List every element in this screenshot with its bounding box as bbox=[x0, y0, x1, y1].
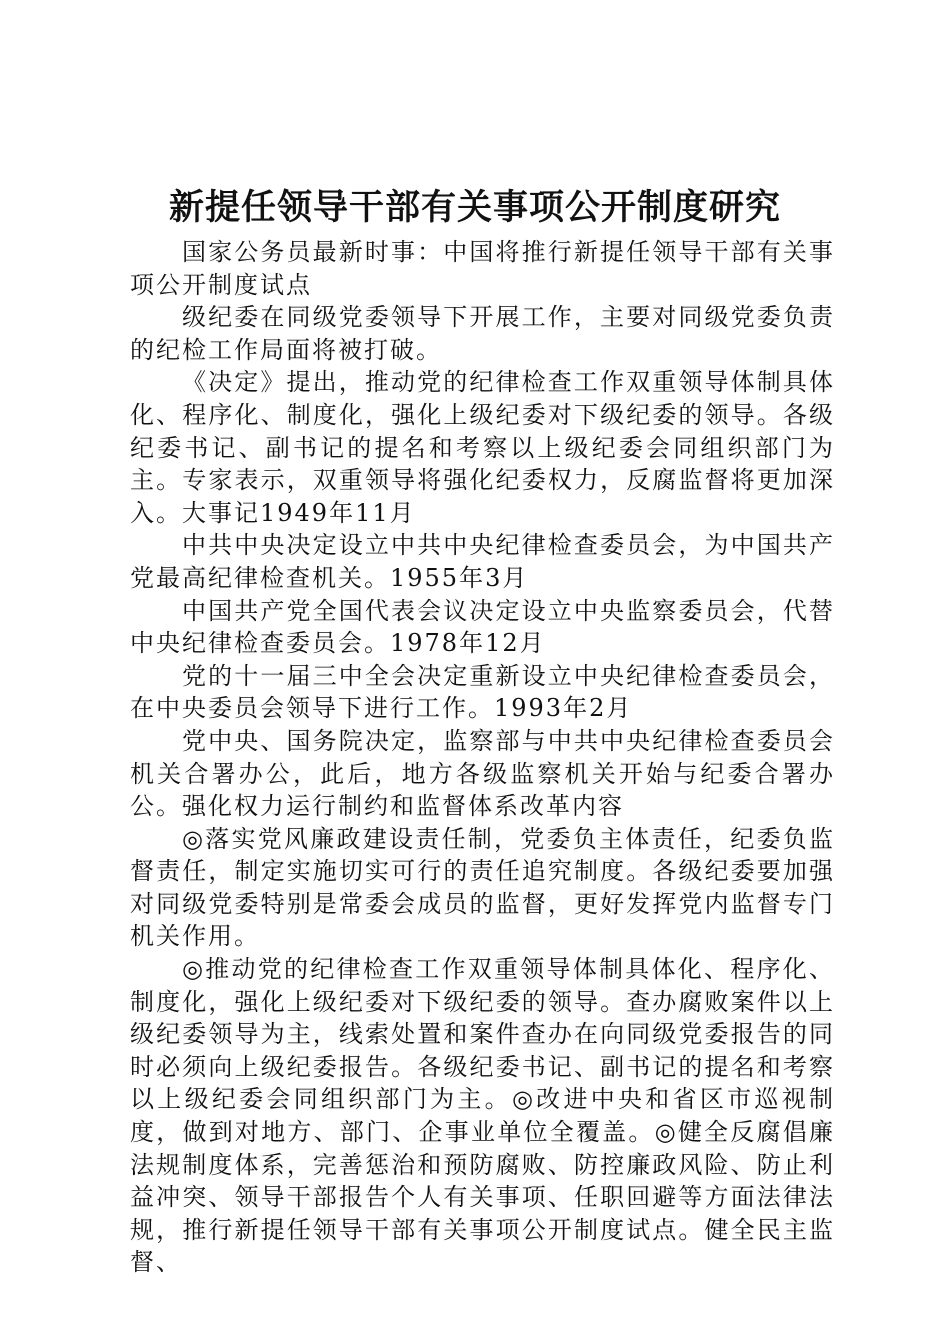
document-body bbox=[130, 236, 835, 1279]
document-title: 新提任领导干部有关事项公开制度研究 bbox=[168, 187, 781, 228]
paragraph-9: ◎推动党的纪律检查工作双重领导体制具体化、程序化、制度化，强化上级纪委对下级纪委的领导。查办腐败案件以上级纪委领导为主，线索处置和案件查办在向同级党委报告的同时必须向上级纪委报告。各级纪委书记、副书记的提名和考察以上级纪委会同组织部门为主。◎改进中央和省区市巡视制度，做到对地方、部门、企事业单位全覆盖。◎健全反腐倡廉法规制度体系，完善惩治和预防腐败、防控廉政风险、防止利益冲突、领导干部报告个人有关事项、任职回避等方面法律法规，推行新提任领导干部有关事项公开制度试点。健全民主监督、 bbox=[130, 955, 835, 1277]
paragraph-2: 级纪委在同级党委领导下开展工作，主要对同级党委负责的纪检工作局面将被打破。 bbox=[130, 303, 835, 364]
paragraph-1: 国家公务员最新时事：中国将推行新提任领导干部有关事项公开制度试点 bbox=[130, 238, 835, 299]
paragraph-6: 党的十一届三中全会决定重新设立中央纪律检查委员会，在中央委员会领导下进行工作。1993年2月 bbox=[130, 661, 835, 723]
paragraph-3: 《决定》提出，推动党的纪律检查工作双重领导体制具体化、程序化、制度化，强化上级纪委对下级纪委的领导。各级纪委书记、副书记的提名和考察以上级纪委会同组织部门为主。专家表示，双重领导将强化纪委权力，反腐监督将更加深入。大事记1949年11月 bbox=[130, 368, 835, 527]
paragraph-4: 中共中央决定设立中共中央纪律检查委员会，为中国共产党最高纪律检查机关。1955年3月 bbox=[130, 531, 835, 592]
paragraph-7: 党中央、国务院决定，监察部与中共中央纪律检查委员会机关合署办公，此后，地方各级监察机关开始与纪委合署办公。强化权力运行制约和监督体系改革内容 bbox=[130, 726, 835, 821]
paragraph-8: ◎落实党风廉政建设责任制，党委负主体责任，纪委负监督责任，制定实施切实可行的责任追究制度。各级纪委要加强对同级党委特别是常委会成员的监督，更好发挥党内监督专门机关作用。 bbox=[130, 824, 835, 951]
paragraph-5: 中国共产党全国代表会议决定设立中央监察委员会，代替中央纪律检查委员会。1978年12月 bbox=[130, 596, 835, 658]
